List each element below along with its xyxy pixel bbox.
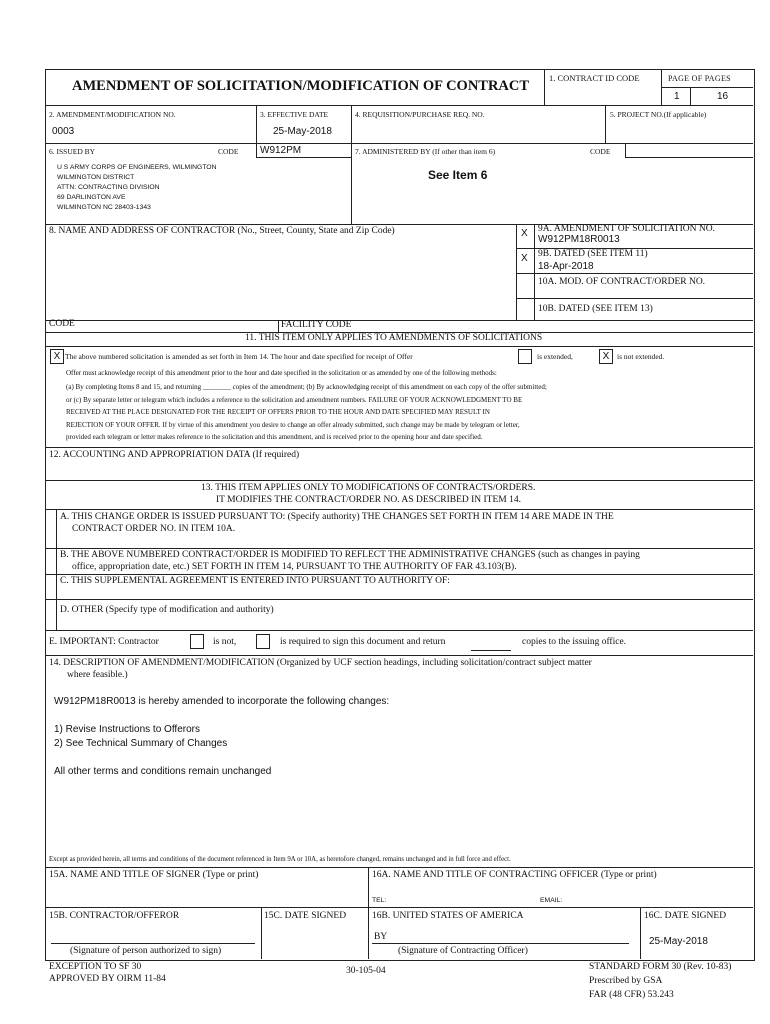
divider: [45, 320, 753, 321]
item-14-closing: All other terms and conditions remain unchanged: [54, 766, 272, 777]
administered-by-label: 7. ADMINISTERED BY (If other than item 6): [355, 147, 496, 156]
copies-label: copies to the issuing office.: [522, 637, 627, 647]
issued-by-code-value: W912PM: [260, 145, 302, 156]
item-14-intro: W912PM18R0013 is hereby amended to incorporate the following changes:: [54, 696, 390, 707]
divider: [45, 548, 753, 549]
requisition-label: 4. REQUISITION/PURCHASE REQ. NO.: [355, 110, 485, 119]
divider: [516, 224, 517, 320]
effective-date-label: 3. EFFECTIVE DATE: [260, 110, 329, 119]
item-14-label-2: where feasible.): [67, 670, 128, 680]
issuer-line: 69 DARLINGTON AVE: [57, 194, 126, 201]
item-14-footnote: Except as provided herein, all terms and conditions of the document referenced in Item 9A or 10A, as heretofore changed, remains unchanged and in full force and effect.: [49, 856, 511, 863]
item-13b-line2: office, appropriation date, etc.) SET FORTH IN ITEM 14, PURSUANT TO THE AUTHORITY OF FAR 43.103(B).: [72, 562, 517, 572]
divider: [690, 87, 691, 105]
prescribed-label: Prescribed by GSA: [589, 976, 663, 986]
is-not-checkbox[interactable]: [190, 634, 204, 649]
item-11-paragraph: REJECTION OF YOUR OFFER. If by virtue of this amendment you desire to change an offer already submitted, such change may be made by telegram or letter,: [66, 421, 520, 429]
contractor-offeror-label: 15B. CONTRACTOR/OFFEROR: [49, 911, 180, 921]
page-number: 1: [674, 91, 680, 102]
divider: [261, 907, 262, 959]
divider: [605, 105, 606, 143]
form-title: AMENDMENT OF SOLICITATION/MODIFICATION OF CONTRACT: [72, 78, 530, 94]
divider: [640, 907, 641, 959]
project-label: 5. PROJECT NO.(If applicable): [610, 110, 707, 119]
divider: [45, 630, 753, 631]
item-11-paragraph: RECEIVED AT THE PLACE DESIGNATED FOR THE RECEIPT OF OFFERS PRIOR TO THE HOUR AND DATE SPECIFIED MAY RESULT IN: [66, 408, 490, 416]
item-9a-mark: X: [521, 228, 528, 239]
divider: [56, 509, 57, 630]
officer-signature-line: [372, 943, 629, 944]
divider: [516, 298, 753, 299]
divider: [368, 867, 369, 959]
form-code: 30-105-04: [346, 966, 386, 976]
divider: [256, 105, 257, 143]
officer-signature-caption: (Signature of Contracting Officer): [398, 946, 528, 956]
page-count: 16: [717, 91, 729, 102]
page-of-pages-label: PAGE OF PAGES: [668, 74, 731, 83]
is-extended-label: is extended,: [537, 352, 573, 361]
item-13b-line1: B. THE ABOVE NUMBERED CONTRACT/ORDER IS MODIFIED TO REFLECT THE ADMINISTRATIVE CHANGES (such as changes in paying: [60, 550, 640, 560]
item-11-heading: 11. THIS ITEM ONLY APPLIES TO AMENDMENTS OF SOLICITATIONS: [245, 333, 543, 343]
item-13a-line2: CONTRACT ORDER NO. IN ITEM 10A.: [72, 524, 236, 534]
item-11-paragraph: (a) By completing Items 8 and 15, and returning ________ copies of the amendment; (b) By acknowledging receipt of this amendment on each copy of the offer submitted;: [66, 383, 547, 391]
issued-by-label: 6. ISSUED BY: [49, 147, 96, 156]
email-label: EMAIL:: [540, 897, 563, 904]
item-12-label: 12. ACCOUNTING AND APPROPRIATION DATA (If required): [49, 450, 300, 460]
divider: [544, 69, 545, 105]
standard-form-label: STANDARD FORM 30 (Rev. 10-83): [589, 962, 732, 972]
issuer-line: WILMINGTON DISTRICT: [57, 174, 135, 181]
by-label: BY: [374, 932, 388, 942]
item-13d-line: D. OTHER (Specify type of modification and authority): [60, 605, 274, 615]
amendment-no-label: 2. AMENDMENT/MODIFICATION NO.: [49, 110, 176, 119]
issued-by-code-label: CODE: [218, 147, 239, 156]
is-required-label: is required to sign this document and return: [280, 637, 446, 647]
divider: [45, 509, 753, 510]
divider: [516, 273, 753, 274]
divider: [45, 574, 753, 575]
important-label: E. IMPORTANT: Contractor: [49, 637, 159, 647]
see-item-6: See Item 6: [428, 168, 488, 182]
divider: [625, 143, 626, 157]
divider: [534, 224, 535, 320]
item-13-heading-1: 13. THIS ITEM APPLIES ONLY TO MODIFICATIONS OF CONTRACTS/ORDERS.: [201, 483, 536, 493]
item-9b-mark: X: [521, 253, 528, 264]
item-13-heading-2: IT MODIFIES THE CONTRACT/ORDER NO. AS DESCRIBED IN ITEM 14.: [216, 495, 521, 505]
item-14-label-1: 14. DESCRIPTION OF AMENDMENT/MODIFICATION (Organized by UCF section headings, including solicitation/contract subject matter: [49, 658, 592, 668]
item-9b-value: 18-Apr-2018: [538, 261, 594, 272]
is-required-checkbox[interactable]: [256, 634, 270, 649]
issuer-line: WILMINGTON NC 28403-1343: [57, 204, 151, 211]
divider: [256, 143, 257, 157]
copies-blank: [471, 650, 511, 651]
contract-id-label: 1. CONTRACT ID CODE: [549, 73, 640, 83]
is-extended-checkbox[interactable]: [518, 349, 532, 364]
officer-date-label: 16C. DATE SIGNED: [644, 911, 727, 921]
amendment-no-value: 0003: [52, 126, 75, 137]
united-states-label: 16B. UNITED STATES OF AMERICA: [372, 911, 524, 921]
divider: [661, 87, 753, 88]
item-11-paragraph: provided each telegram or letter makes reference to the solicitation and this amendment, and is received prior to the opening hour and date specified.: [66, 433, 483, 441]
contractor-date-label: 15C. DATE SIGNED: [264, 911, 347, 921]
far-label: FAR (48 CFR) 53.243: [589, 990, 674, 1000]
divider: [45, 346, 753, 347]
is-not-label: is not,: [213, 637, 237, 647]
divider: [45, 867, 753, 868]
divider: [45, 599, 753, 600]
divider: [45, 480, 753, 481]
divider: [256, 157, 352, 158]
item-13a-line1: A. THIS CHANGE ORDER IS ISSUED PURSUANT TO: (Specify authority) THE CHANGES SET FORTH IN ITEM 14 ARE MADE IN THE: [60, 512, 614, 522]
item-10a-label: 10A. MOD. OF CONTRACT/ORDER NO.: [538, 277, 706, 287]
issuer-line: ATTN: CONTRACTING DIVISION: [57, 184, 160, 191]
item-14-list-item: 2) See Technical Summary of Changes: [54, 738, 228, 749]
contractor-label: 8. NAME AND ADDRESS OF CONTRACTOR (No., Street, County, State and Zip Code): [49, 226, 395, 236]
divider: [45, 655, 753, 656]
exception-label: EXCEPTION TO SF 30: [49, 962, 142, 972]
contractor-signature-caption: (Signature of person authorized to sign): [70, 946, 222, 956]
item-11-paragraph: or (c) By separate letter or telegram which includes a reference to the solicitation and amendment numbers. FAILURE OF YOUR ACKNOWLEDGMENT TO BE: [66, 396, 523, 404]
divider: [351, 105, 352, 225]
divider: [45, 105, 753, 106]
divider: [45, 907, 753, 908]
divider: [278, 320, 279, 332]
tel-label: TEL:: [372, 897, 387, 904]
facility-code-label: FACILITY CODE: [281, 320, 352, 330]
effective-date-value: 25-May-2018: [273, 126, 332, 137]
administered-code-label: CODE: [590, 147, 611, 156]
officer-date-value: 25-May-2018: [649, 936, 708, 947]
item-9a-label: 9A. AMENDMENT OF SOLICITATION NO.: [538, 224, 715, 234]
not-extended-label: is not extended.: [617, 352, 665, 361]
item-11-line1: The above numbered solicitation is amended as set forth in Item 14. The hour and date specified for receipt of Offer: [65, 352, 413, 361]
item-10b-label: 10B. DATED (SEE ITEM 13): [538, 304, 653, 314]
issuer-line: U S ARMY CORPS OF ENGINEERS, WILMINGTON: [57, 164, 217, 171]
contractor-signature-line: [51, 943, 255, 944]
contractor-code-label: CODE: [49, 319, 75, 329]
approved-label: APPROVED BY OIRM 11-84: [49, 974, 166, 984]
not-extended-checkbox[interactable]: X: [599, 349, 613, 364]
solicitation-amended-checkbox[interactable]: X: [50, 349, 64, 364]
divider: [45, 447, 753, 448]
divider: [625, 157, 753, 158]
item-9a-value: W912PM18R0013: [538, 234, 620, 245]
divider: [45, 143, 753, 144]
officer-name-label: 16A. NAME AND TITLE OF CONTRACTING OFFICER (Type or print): [372, 870, 657, 880]
signer-name-label: 15A. NAME AND TITLE OF SIGNER (Type or print): [49, 870, 259, 880]
item-9b-label: 9B. DATED (SEE ITEM 11): [538, 249, 648, 259]
item-13c-line: C. THIS SUPPLEMENTAL AGREEMENT IS ENTERED INTO PURSUANT TO AUTHORITY OF:: [60, 576, 450, 586]
item-11-paragraph: Offer must acknowledge receipt of this amendment prior to the hour and date specified in the solicitation or as amended by one of the following methods:: [66, 369, 497, 377]
item-14-list-item: 1) Revise Instructions to Offerors: [54, 724, 200, 735]
